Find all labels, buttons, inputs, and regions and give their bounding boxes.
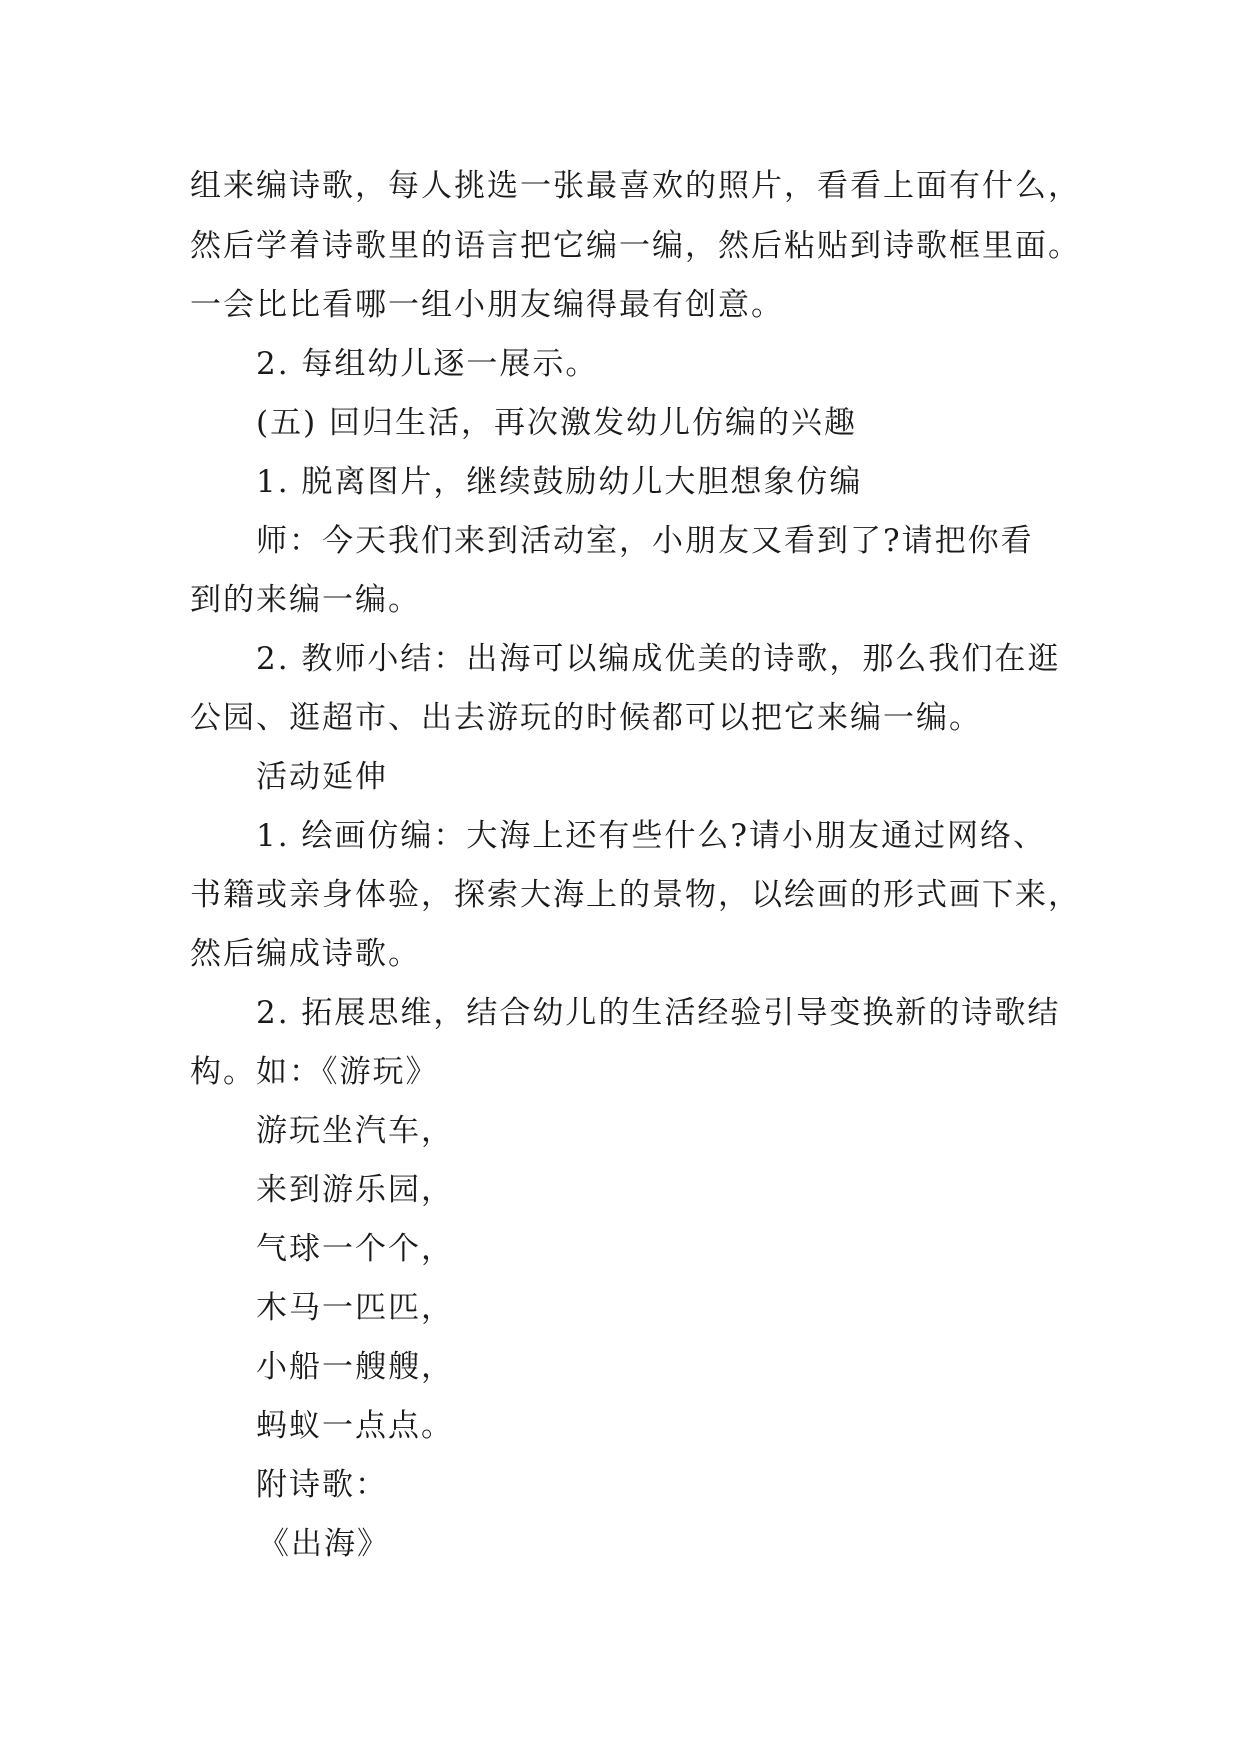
paragraph-line: 一会比比看哪一组小朋友编得最有创意。 (190, 287, 784, 323)
paragraph-line: 组来编诗歌，每人挑选一张最喜欢的照片，看看上面有什么， (190, 168, 1081, 204)
list-item: 1. 绘画仿编：大海上还有些什么?请小朋友通过网络、 (256, 818, 1047, 854)
poem-line: 蚂蚁一点点。 (256, 1408, 454, 1444)
list-item: 2. 拓展思维，结合幼儿的生活经验引导变换新的诗歌结 (256, 995, 1061, 1031)
poem-title: 《出海》 (258, 1526, 390, 1562)
list-item: 2. 教师小结：出海可以编成优美的诗歌，那么我们在逛 (256, 641, 1061, 677)
section-heading: 活动延伸 (256, 759, 388, 795)
poem-line: 木马一匹匹， (256, 1290, 454, 1326)
section-heading: (五) 回归生活，再次激发幼儿仿编的兴趣 (256, 405, 858, 441)
paragraph-line: 到的来编一编。 (190, 582, 421, 618)
appendix-label: 附诗歌： (256, 1467, 388, 1503)
poem-line: 小船一艘艘， (256, 1349, 454, 1385)
paragraph-line: 构。如：《游玩》 (190, 1054, 439, 1090)
poem-line: 游玩坐汽车， (256, 1113, 454, 1149)
paragraph-line: 书籍或亲身体验，探索大海上的景物，以绘画的形式画下来， (190, 877, 1081, 913)
poem-line: 来到游乐园， (256, 1172, 454, 1208)
poem-line: 气球一个个， (256, 1231, 454, 1267)
paragraph-line: 师：今天我们来到活动室，小朋友又看到了?请把你看 (256, 523, 1034, 559)
list-item: 2. 每组幼儿逐一展示。 (256, 346, 599, 382)
list-item: 1. 脱离图片，继续鼓励幼儿大胆想象仿编 (256, 464, 863, 500)
paragraph-line: 然后编成诗歌。 (190, 936, 421, 972)
paragraph-line: 然后学着诗歌里的语言把它编一编，然后粘贴到诗歌框里面。 (190, 228, 1081, 264)
paragraph-line: 公园、逛超市、出去游玩的时候都可以把它来编一编。 (190, 700, 982, 736)
